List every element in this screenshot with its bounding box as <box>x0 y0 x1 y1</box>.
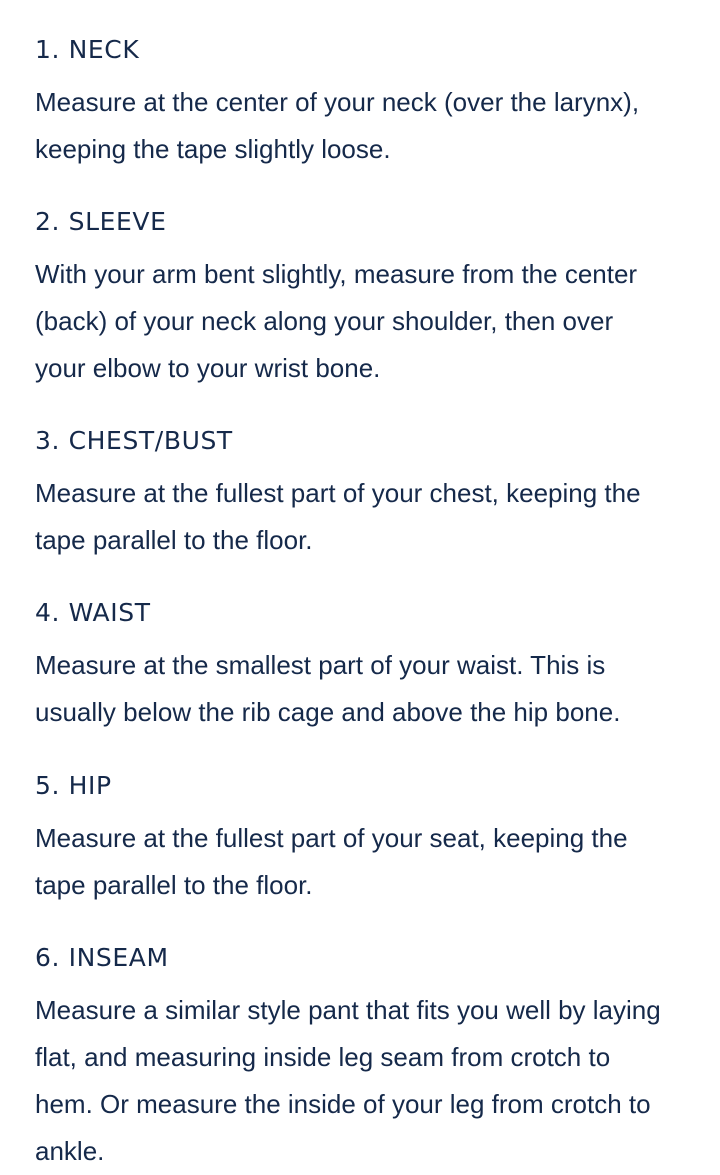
section-inseam <box>35 942 700 1175</box>
description-line: (back) of your neck along your shoulder, then over <box>35 306 614 336</box>
description-line: Measure a similar style pant that fits you well by laying <box>35 995 661 1025</box>
section-title-sleeve: 2. SLEEVE <box>35 207 167 236</box>
section-description-inseam <box>35 987 700 1175</box>
section-title-neck: 1. NECK <box>35 35 140 64</box>
description-line: flat, and measuring inside leg seam from crotch to <box>35 1042 611 1072</box>
description-line: ankle. <box>35 1136 105 1166</box>
section-chest-bust <box>35 425 700 564</box>
section-title-hip: 5. HIP <box>35 771 112 800</box>
section-title-waist: 4. WAIST <box>35 598 151 627</box>
section-description-hip <box>35 815 700 909</box>
section-neck <box>35 34 700 173</box>
section-description-waist <box>35 642 700 736</box>
section-description-chest-bust <box>35 470 700 564</box>
description-line: Measure at the fullest part of your chest, keeping the <box>35 478 641 508</box>
section-description-neck <box>35 79 700 173</box>
description-line: hem. Or measure the inside of your leg from crotch to <box>35 1089 651 1119</box>
section-title-chest-bust: 3. CHEST/BUST <box>35 426 233 455</box>
description-line: With your arm bent slightly, measure from the center <box>35 259 638 289</box>
description-line: usually below the rib cage and above the hip bone. <box>35 697 621 727</box>
description-line: your elbow to your wrist bone. <box>35 353 381 383</box>
description-line: Measure at the center of your neck (over the larynx), <box>35 87 640 117</box>
section-description-sleeve <box>35 251 700 392</box>
section-title-inseam: 6. INSEAM <box>35 943 169 972</box>
section-hip <box>35 770 700 909</box>
section-waist <box>35 597 700 736</box>
description-line: Measure at the fullest part of your seat, keeping the <box>35 823 628 853</box>
description-line: tape parallel to the floor. <box>35 525 313 555</box>
description-line: tape parallel to the floor. <box>35 870 313 900</box>
description-line: keeping the tape slightly loose. <box>35 134 391 164</box>
description-line: Measure at the smallest part of your waist. This is <box>35 650 606 680</box>
section-sleeve <box>35 206 700 392</box>
